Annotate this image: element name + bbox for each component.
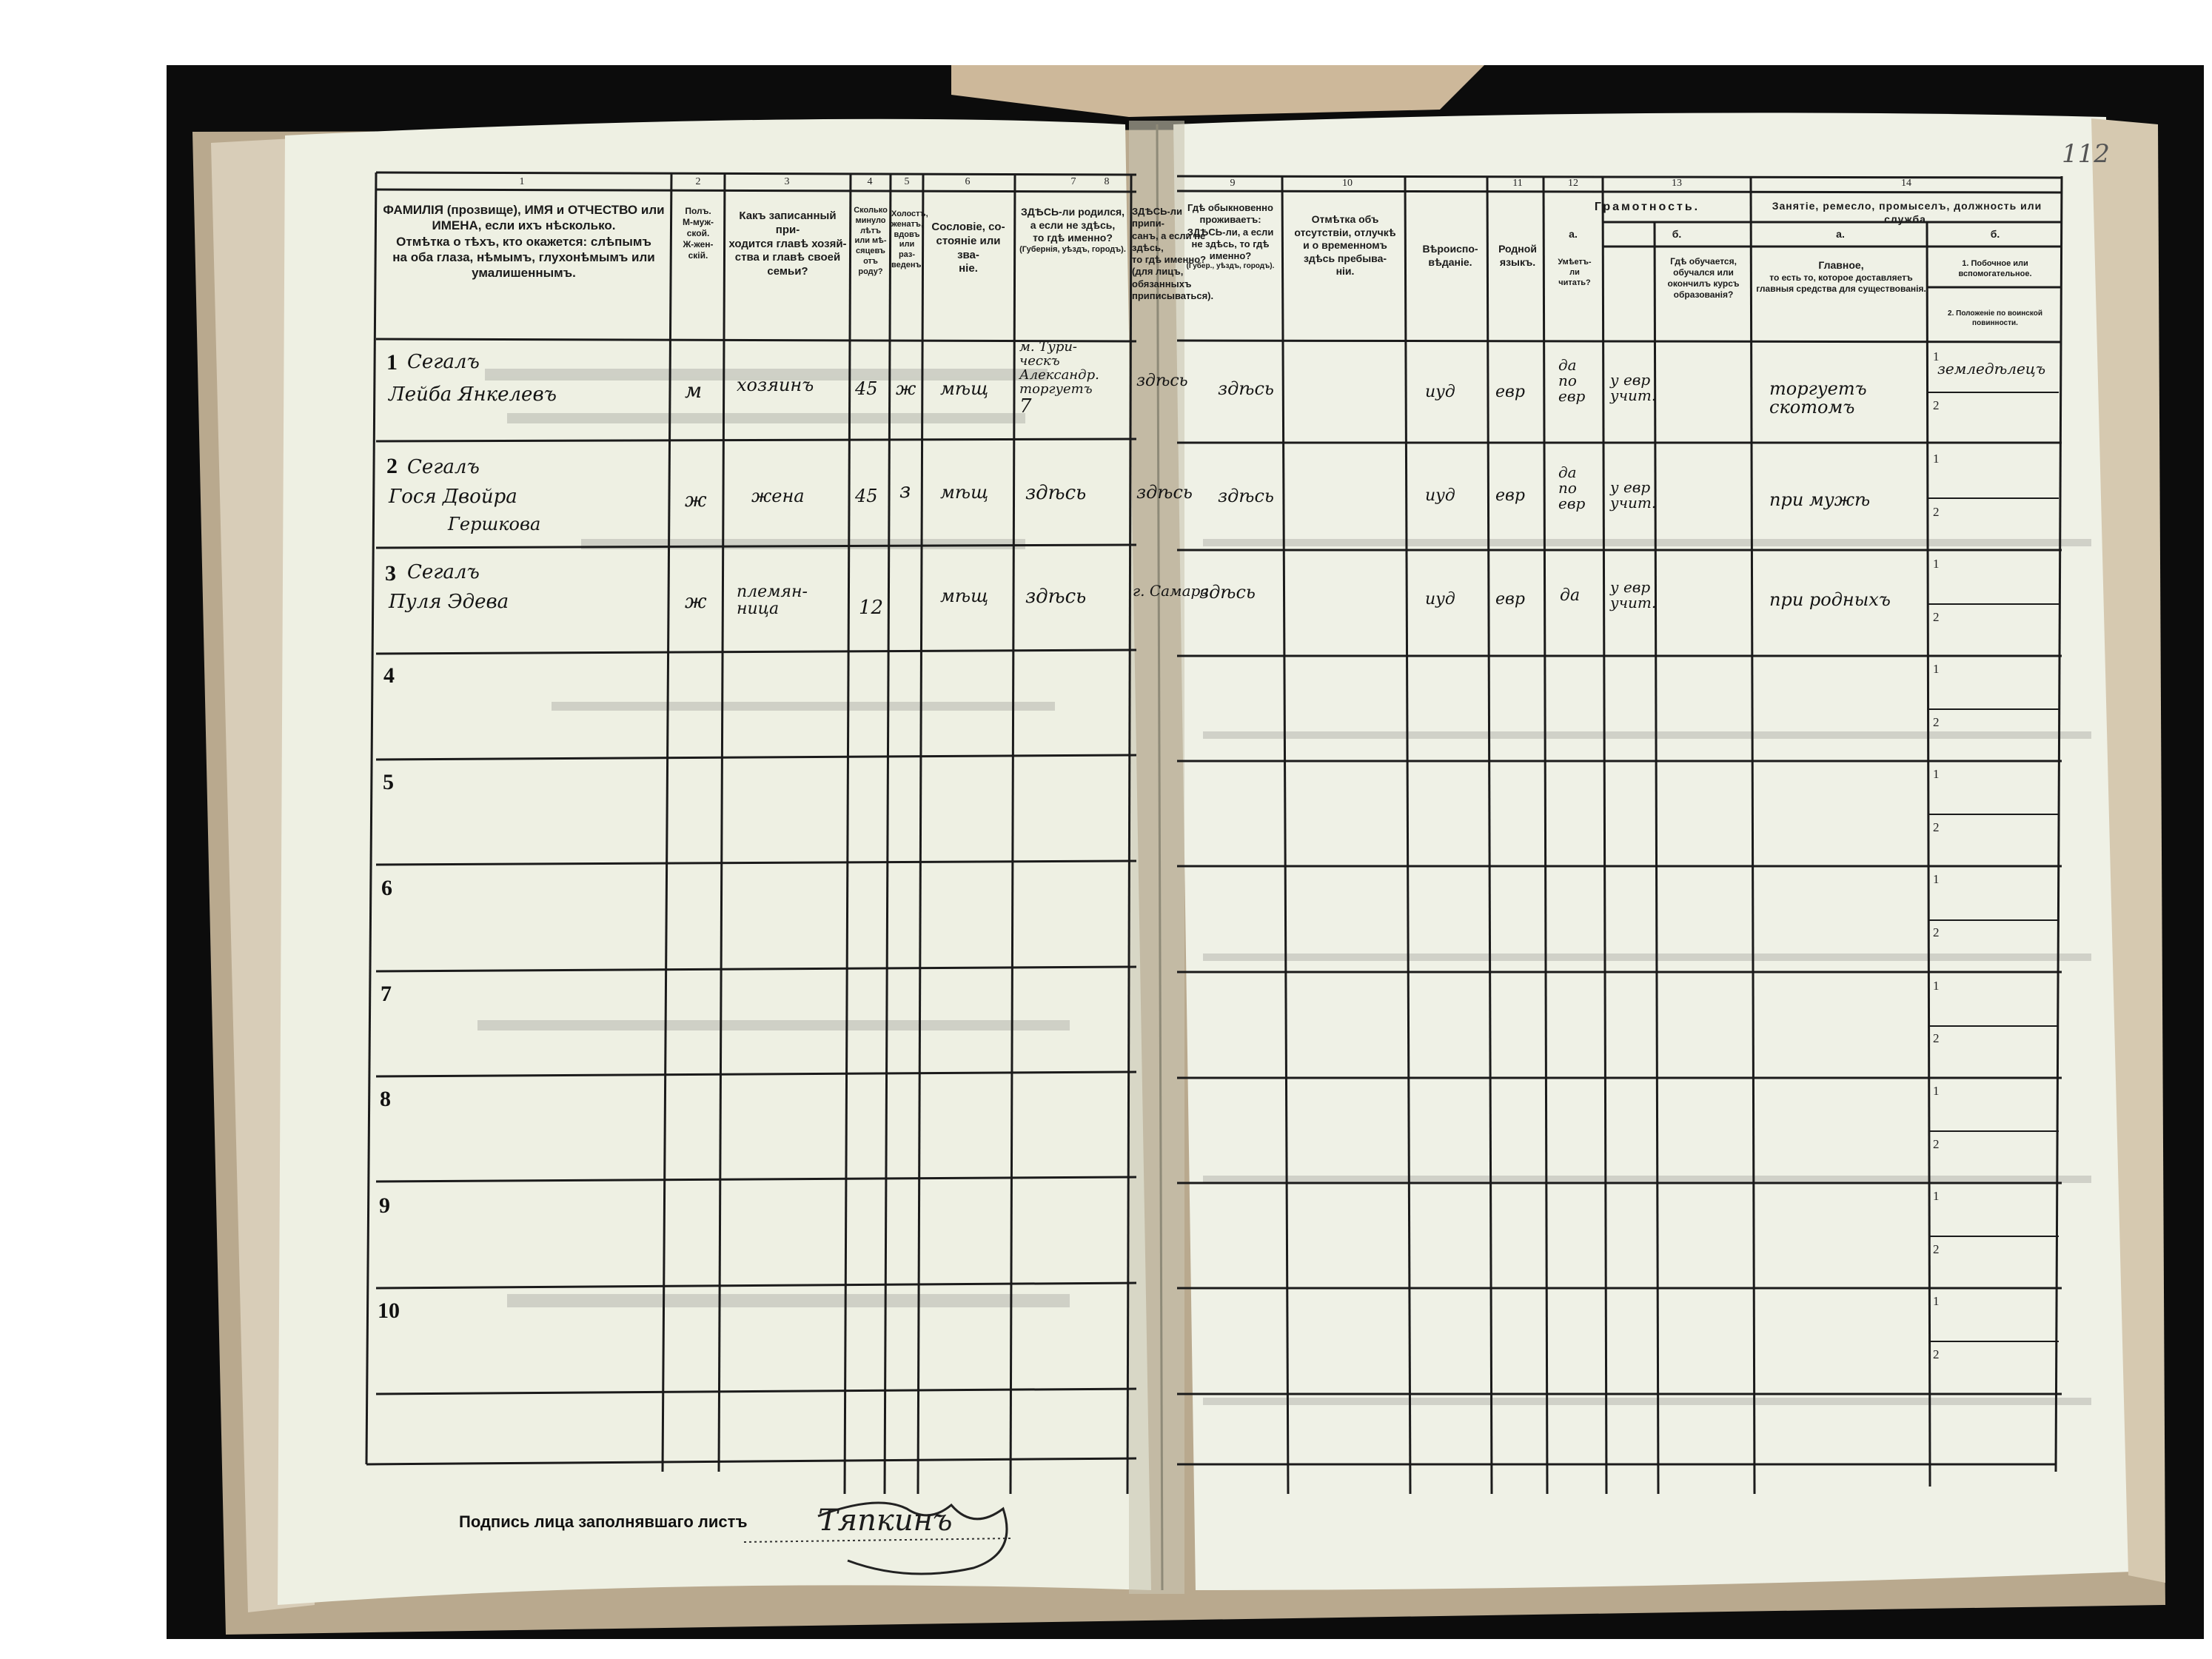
header-col-5-line: веденъ. xyxy=(891,260,924,269)
col-num-14: 14 xyxy=(1901,178,1911,189)
col-num-7: 7 xyxy=(1070,176,1076,187)
wood-background-top xyxy=(951,65,1484,117)
subrow-1-1: 1 xyxy=(1933,349,1940,363)
header-col-5-line: женатъ, xyxy=(891,219,923,229)
header-col-5-line: вдовъ xyxy=(894,229,920,239)
header-col-9 xyxy=(1179,202,1281,272)
page-number-mark: 112 xyxy=(2062,139,2110,169)
row2-sex: ж xyxy=(685,489,707,512)
row-number-5: 5 xyxy=(383,770,394,794)
row3-age: 12 xyxy=(859,597,884,619)
header-col-13b-line: образованія? xyxy=(1673,289,1734,300)
row2-language: евр xyxy=(1495,486,1525,505)
row2-given-names: Гося Двойра xyxy=(389,486,517,508)
header-col-9-line: (Губер., уѣздъ, городъ). xyxy=(1186,262,1275,271)
header-col-10-line: ніи. xyxy=(1335,265,1355,277)
header-col-3-line: ходится главѣ хозяй- xyxy=(728,237,847,250)
row1-marital: ж xyxy=(896,378,916,399)
row3-relation-line: ница xyxy=(737,600,780,619)
row1-birthplace-line: ческъ xyxy=(1019,352,1060,369)
header-col-3-line: семьи? xyxy=(767,265,808,278)
header-col-1-line: умалишеннымъ. xyxy=(472,266,576,280)
header-col-14a-line: Главное, xyxy=(1818,259,1864,271)
row3-language: евр xyxy=(1495,590,1525,609)
row1-reads-line: по xyxy=(1558,372,1577,389)
row3-registered: г. Самара xyxy=(1133,582,1210,600)
col-num-9: 9 xyxy=(1230,178,1236,189)
row2-residence: здѣсь xyxy=(1218,486,1274,506)
row1-birthplace-line: Александр. xyxy=(1019,366,1099,383)
header-col-6 xyxy=(925,221,1012,276)
subrow-7-2: 2 xyxy=(1933,1031,1940,1045)
row2-marital: з xyxy=(899,478,911,503)
header-col-8-line: (для лицъ, обязанныхъ xyxy=(1132,266,1192,289)
header-col-11 xyxy=(1415,243,1486,269)
header-col-2-line: Ж-жен- xyxy=(683,239,714,249)
row1-birthplace xyxy=(1019,341,1099,417)
row3-relation-line: племян- xyxy=(737,583,808,601)
header-col-13-title: Грамотность. xyxy=(1594,201,1700,213)
row1-side-occupation: земледѣлецъ xyxy=(1937,360,2046,378)
header-col-1-line: ФАМИЛІЯ (прозвище), ИМЯ и ОТЧЕСТВО или xyxy=(383,203,665,217)
row2-surname: Сегалъ xyxy=(407,456,480,478)
header-col-13a-line: читать? xyxy=(1558,278,1591,287)
row-number-3: 3 xyxy=(385,561,396,586)
header-col-10 xyxy=(1286,213,1404,278)
subrow-6-1: 1 xyxy=(1933,872,1940,886)
header-col-13a xyxy=(1548,258,1601,288)
col-num-12: 12 xyxy=(1568,178,1578,189)
row-number-4: 4 xyxy=(383,663,395,688)
subrow-7-1: 1 xyxy=(1933,979,1940,993)
header-col-8-line: ЗДѢСЬ-ли припи- xyxy=(1132,206,1183,229)
row1-education-line: у евр xyxy=(1610,371,1651,389)
subrow-2-2: 2 xyxy=(1933,505,1940,519)
row-number-1: 1 xyxy=(386,350,398,375)
row1-language: евр xyxy=(1495,383,1525,401)
header-col-1 xyxy=(381,202,666,281)
row-number-9: 9 xyxy=(379,1193,390,1218)
row1-birthplace-line: торгуетъ xyxy=(1019,381,1093,397)
header-col-6-line: Сословіе, со- xyxy=(931,221,1005,233)
header-col-13b-line: Гдѣ обучается, xyxy=(1670,256,1737,267)
row1-residence: здѣсь xyxy=(1218,378,1274,399)
header-col-4-line: лѣтъ xyxy=(859,226,882,235)
header-col-13b-letter: б. xyxy=(1672,228,1682,240)
header-col-4-line: или мѣ- xyxy=(854,236,887,246)
row1-education xyxy=(1610,372,1656,403)
subrow-9-2: 2 xyxy=(1933,1242,1940,1256)
header-col-13a-line: Умѣетъ- xyxy=(1558,258,1592,267)
signature-value: Тяпкинъ xyxy=(818,1504,953,1538)
signature-label: Подпись лица заполнявшаго листъ xyxy=(459,1512,748,1531)
row1-registered: здѣсь xyxy=(1136,372,1188,390)
subrow-6-2: 2 xyxy=(1933,925,1940,939)
subrow-8-1: 1 xyxy=(1933,1084,1940,1098)
subrow-3-1: 1 xyxy=(1933,557,1940,571)
header-col-1-line: Отмѣтка о тѣхъ, кто окажется: слѣпымъ xyxy=(396,234,651,249)
row2-reads-line: евр xyxy=(1558,495,1586,512)
header-col-5-line: Холостъ, xyxy=(891,210,928,218)
header-col-6-line: ніе. xyxy=(959,262,978,275)
row2-patronymic: Гершкова xyxy=(448,514,541,534)
header-col-2-line: ской. xyxy=(686,228,710,238)
row-number-2: 2 xyxy=(386,454,398,478)
header-col-11-line: вѣданіе. xyxy=(1428,255,1472,268)
row2-reads-line: по xyxy=(1558,479,1577,497)
col-num-4: 4 xyxy=(867,176,873,187)
row2-registered: здѣсь xyxy=(1136,482,1193,503)
header-col-10-line: отсутствіи, отлучкѣ xyxy=(1294,226,1396,238)
row2-reads-line: да xyxy=(1558,463,1577,481)
header-col-2 xyxy=(674,206,722,261)
header-col-9-line: ЗДѢСЬ-ли, а если xyxy=(1187,226,1274,238)
header-col-12-line: Родной xyxy=(1498,243,1537,255)
header-col-4 xyxy=(852,206,889,277)
col-num-5: 5 xyxy=(904,176,910,187)
header-col-3-line: Какъ записанный при- xyxy=(739,210,837,236)
header-col-12 xyxy=(1493,243,1542,269)
header-col-7 xyxy=(1016,206,1129,255)
row1-birthplace-line: м. Тури- xyxy=(1019,339,1078,355)
row-number-6: 6 xyxy=(381,876,392,900)
header-col-7-line: то гдѣ именно? xyxy=(1033,232,1113,244)
header-col-9-line: не здѣсь, то гдѣ xyxy=(1191,238,1270,249)
header-col-13b-line: обучался или xyxy=(1673,267,1734,278)
header-col-10-line: здѣсь пребыва- xyxy=(1303,252,1387,264)
header-col-14b1: 1. Побочное или вспомогательное. xyxy=(1958,259,2032,278)
header-col-3 xyxy=(728,210,848,279)
header-col-4-line: Сколько xyxy=(854,206,888,215)
header-col-13a-line: ли xyxy=(1569,267,1580,277)
subrow-10-1: 1 xyxy=(1933,1294,1940,1308)
header-col-4-line: сяцевъ xyxy=(856,247,885,255)
header-col-1-line: ИМЕНА, если ихъ нѣсколько. xyxy=(432,218,616,233)
row3-occupation: при родныхъ xyxy=(1769,589,1891,610)
header-col-13b xyxy=(1656,256,1751,301)
subrow-5-2: 2 xyxy=(1933,820,1940,834)
row2-occupation: при мужѣ xyxy=(1769,489,1871,510)
row2-religion: иуд xyxy=(1425,486,1455,505)
header-col-4-line: отъ роду? xyxy=(858,256,883,276)
row1-given-names: Лейба Янкелевъ xyxy=(389,383,557,406)
row2-estate: мѣщ xyxy=(940,482,989,503)
header-col-14a-line: главныя средства для существованія. xyxy=(1756,283,1926,294)
row2-age: 45 xyxy=(855,486,878,506)
header-col-14-title: Занятіе, ремесло, промыселъ, должность или служба. xyxy=(1772,200,2042,225)
row3-surname: Сегалъ xyxy=(407,561,480,583)
header-col-1-line: на оба глаза, нѣмымъ, глухонѣмымъ или xyxy=(392,249,655,264)
row1-reads-line: да xyxy=(1558,356,1577,374)
header-col-8-line: приписываться). xyxy=(1132,289,1214,301)
subrow-1-2: 2 xyxy=(1933,398,1940,412)
row1-occupation xyxy=(1769,380,1867,417)
header-col-13b-line: окончилъ курсъ xyxy=(1667,278,1740,289)
header-col-9-line: проживаетъ: xyxy=(1199,214,1261,226)
row3-education-line: у евр xyxy=(1610,578,1651,596)
header-col-14a-line: то есть то, которое доставляетъ xyxy=(1769,272,1913,283)
header-col-4-line: минуло xyxy=(855,215,886,225)
row1-reads-line: евр xyxy=(1558,387,1586,405)
header-col-5-line: или раз- xyxy=(898,240,916,259)
row-number-8: 8 xyxy=(380,1087,391,1111)
row-number-10: 10 xyxy=(378,1298,400,1323)
header-col-14b2: 2. Положеніе по воинской повинности. xyxy=(1948,309,2042,327)
row3-sex: ж xyxy=(685,591,707,613)
row3-estate: мѣщ xyxy=(940,586,989,606)
row2-education xyxy=(1610,480,1656,511)
header-col-2-line: Полъ. xyxy=(685,206,711,216)
subrow-3-2: 2 xyxy=(1933,610,1940,624)
row1-birthplace-line: 7 xyxy=(1019,395,1032,418)
row1-education-line: учит. xyxy=(1610,386,1657,404)
header-col-14b-letter: б. xyxy=(1990,228,2000,240)
col-num-3: 3 xyxy=(784,176,790,187)
col-num-2: 2 xyxy=(695,176,701,187)
row2-education-line: учит. xyxy=(1610,494,1657,512)
subrow-9-1: 1 xyxy=(1933,1189,1940,1203)
col-num-8: 8 xyxy=(1104,176,1110,187)
header-col-9-line: Гдѣ обыкновенно xyxy=(1187,202,1273,213)
subrow-2-1: 1 xyxy=(1933,452,1940,466)
header-col-3-line: ства и главѣ своей xyxy=(734,251,841,264)
row3-relation xyxy=(737,583,808,617)
header-col-10-line: и о временномъ xyxy=(1303,239,1387,251)
header-col-6-line: стояніе или зва- xyxy=(936,234,1001,261)
header-col-14a xyxy=(1756,259,1926,295)
row1-religion: иуд xyxy=(1425,383,1455,401)
subrow-4-2: 2 xyxy=(1933,715,1940,729)
right-page xyxy=(1173,113,2132,1590)
row3-education xyxy=(1610,580,1656,611)
header-col-9-line: именно? xyxy=(1209,250,1252,261)
col-num-6: 6 xyxy=(965,176,971,187)
col-num-11: 11 xyxy=(1512,178,1523,189)
row-number-7: 7 xyxy=(381,982,392,1006)
col-num-13: 13 xyxy=(1672,178,1682,189)
col-num-1: 1 xyxy=(519,176,525,187)
subrow-8-2: 2 xyxy=(1933,1137,1940,1151)
header-col-13a-letter: а. xyxy=(1569,228,1578,240)
col-num-10: 10 xyxy=(1342,178,1353,189)
row2-relation: жена xyxy=(751,486,805,506)
header-col-7-line: (Губернія, уѣздъ, городъ). xyxy=(1019,244,1126,254)
header-col-10-line: Отмѣтка объ xyxy=(1311,213,1379,225)
row2-birthplace: здѣсь xyxy=(1025,482,1087,504)
row3-residence: здѣсь xyxy=(1199,582,1256,603)
row1-sex: м xyxy=(685,378,703,403)
subrow-10-2: 2 xyxy=(1933,1347,1940,1361)
row1-occupation-line: торгуетъ xyxy=(1769,378,1867,399)
row1-surname: Сегалъ xyxy=(407,351,480,373)
row3-birthplace: здѣсь xyxy=(1025,586,1087,608)
subrow-4-1: 1 xyxy=(1933,662,1940,676)
subrow-5-1: 1 xyxy=(1933,767,1940,781)
header-col-11-line: Вѣроиспо- xyxy=(1422,243,1478,255)
header-col-7-line: а если не здѣсь, xyxy=(1030,218,1116,231)
header-col-7-line: ЗДѢСЬ-ли родился, xyxy=(1020,206,1125,218)
row1-relation: хозяинъ xyxy=(737,375,814,395)
header-col-8-line: санъ, а если не здѣсь, xyxy=(1132,229,1206,253)
row2-reads xyxy=(1558,465,1585,512)
row3-given-names: Пуля Эдева xyxy=(389,591,509,613)
row1-reads xyxy=(1558,358,1585,404)
row1-occupation-line: скотомъ xyxy=(1769,397,1855,418)
row1-estate: мѣщ xyxy=(940,378,989,399)
header-col-5 xyxy=(891,210,928,271)
row3-religion: иуд xyxy=(1425,590,1455,609)
header-col-2-line: скій. xyxy=(688,250,708,261)
header-col-2-line: М-муж- xyxy=(682,217,714,227)
header-col-12-line: языкъ. xyxy=(1499,255,1536,268)
row1-age: 45 xyxy=(855,378,878,399)
header-col-8-line: то гдѣ именно? xyxy=(1132,254,1207,265)
row2-education-line: у евр xyxy=(1610,478,1651,496)
scanned-ledger-photo xyxy=(167,65,2204,1639)
book-gutter xyxy=(1129,121,1184,1594)
header-col-14a-letter: а. xyxy=(1836,228,1845,240)
row3-education-line: учит. xyxy=(1610,594,1657,611)
row3-reads: да xyxy=(1560,586,1581,605)
